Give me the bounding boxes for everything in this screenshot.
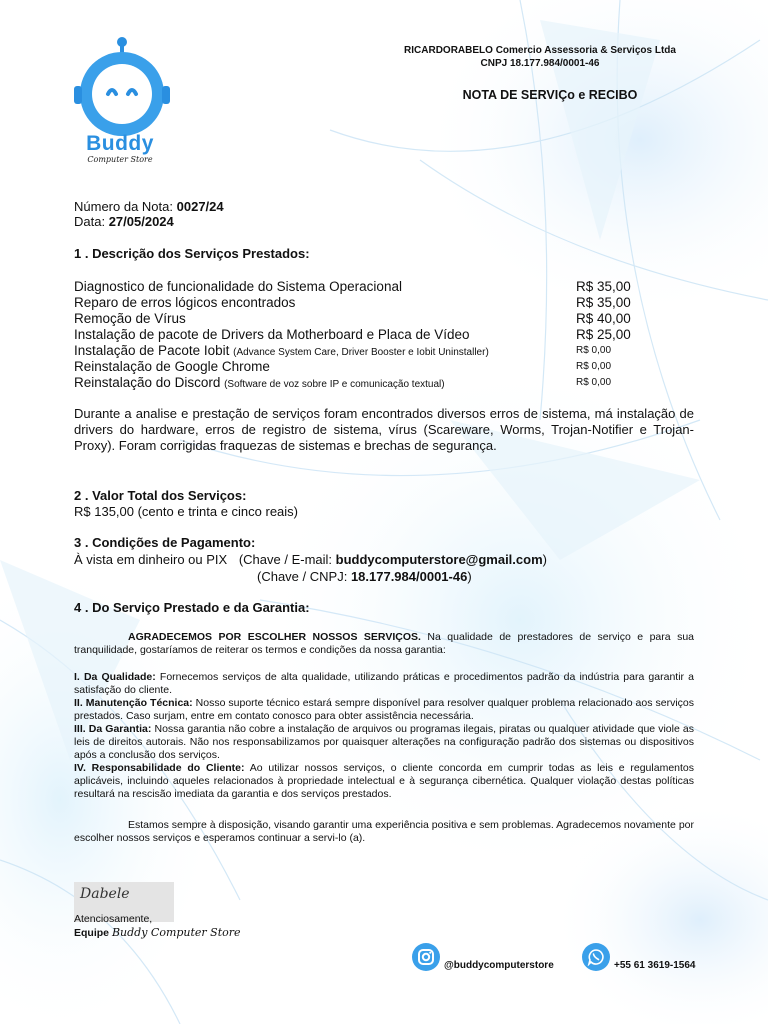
paren-close: ) bbox=[542, 552, 547, 567]
service-row bbox=[74, 359, 634, 375]
pix-email-value: buddycomputerstore@gmail.com bbox=[335, 552, 543, 567]
clause-client-responsibility bbox=[74, 762, 694, 801]
note-date bbox=[74, 214, 224, 229]
payment-line-cnpj bbox=[74, 568, 547, 585]
guarantee-intro-bold: AGRADECEMOS POR ESCOLHER NOSSOS SERVIÇOS. bbox=[128, 631, 421, 643]
pix-cnpj-label: (Chave / CNPJ: bbox=[257, 569, 348, 584]
services-summary-paragraph: Durante a analise e prestação de serviços foram encontrados diversos erros de sistema, má instalação de drivers do hardware, erros de registro de sistema, vírus (Scareware, Worms, Trojan-Notifier e Trojan-Proxy). Foram corrigidas fraquezas de sistemas e brechas de segurança. bbox=[74, 406, 694, 453]
service-row bbox=[74, 295, 634, 311]
payment-line-email bbox=[74, 551, 547, 568]
signature-script: Dabele bbox=[80, 886, 130, 902]
clause-label: II. Manutenção Técnica: bbox=[74, 697, 193, 709]
service-desc: Instalação de pacote de Drivers da Motherboard e Placa de Vídeo bbox=[74, 327, 470, 342]
service-note: (Software de voz sobre IP e comunicação textual) bbox=[224, 379, 445, 390]
company-cnpj: CNPJ 18.177.984/0001-46 bbox=[480, 58, 600, 69]
section3-heading: 3 . Condições de Pagamento: bbox=[74, 535, 256, 550]
service-desc: Reparo de erros lógicos encontrados bbox=[74, 295, 296, 310]
payment-method: À vista em dinheiro ou PIX bbox=[74, 552, 228, 567]
company-name: RICARDORABELO Comercio Assessoria & Serviços Ltda bbox=[404, 45, 676, 56]
service-price: R$ 0,00 bbox=[576, 377, 612, 388]
clause-text: Nosso suporte técnico estará sempre disponível para resolver qualquer problema relacionado aos serviços prestados. Caso surjam, entre em contato conosco para obter assistência necessária. bbox=[74, 697, 694, 722]
service-row bbox=[74, 311, 634, 327]
instagram-icon bbox=[412, 943, 440, 971]
note-date-value: 27/05/2024 bbox=[108, 214, 174, 229]
note-number-value: 0027/24 bbox=[176, 199, 224, 214]
service-desc: Instalação de Pacote Iobit bbox=[74, 343, 230, 358]
clause-text: Ao utilizar nossos serviços, o cliente concorda em cumprir todas as leis e regulamentos aplicáveis, incluindo aqueles relacionados à propriedade intelectual e à segurança cibernética. Qualquer violação destas políticas resultará na rescisão imediata da garantia e dos serviços prestados. bbox=[74, 762, 695, 800]
logo-wordmark: Buddy bbox=[86, 132, 154, 155]
whatsapp-icon bbox=[582, 943, 610, 971]
regards-text: Atenciosamente, bbox=[74, 913, 153, 925]
note-meta bbox=[74, 199, 224, 229]
service-desc-wrap bbox=[74, 343, 489, 359]
clause-label: III. Da Garantia: bbox=[74, 723, 152, 735]
instagram-contact[interactable] bbox=[412, 942, 554, 971]
document-title: NOTA DE SERVIÇo e RECIBO bbox=[462, 88, 638, 102]
signature-block bbox=[74, 912, 241, 940]
section1-heading: 1 . Descrição dos Serviços Prestados: bbox=[74, 246, 310, 261]
services-list bbox=[74, 279, 634, 391]
paren-close: ) bbox=[467, 569, 472, 584]
service-desc: Remoção de Vírus bbox=[74, 311, 186, 326]
note-number bbox=[74, 199, 224, 214]
robot-head-icon bbox=[70, 36, 170, 136]
team-prefix: Equipe bbox=[74, 927, 110, 939]
whatsapp-contact[interactable] bbox=[582, 942, 695, 971]
service-price: R$ 0,00 bbox=[576, 345, 612, 356]
logo-tagline: Computer Store bbox=[87, 155, 153, 164]
service-row bbox=[74, 375, 634, 391]
note-number-label: Número da Nota: bbox=[74, 199, 173, 214]
service-desc: Reinstalação de Google Chrome bbox=[74, 359, 270, 374]
buddy-logo bbox=[70, 36, 170, 171]
service-note: (Advance System Care, Driver Booster e Iobit Uninstaller) bbox=[233, 347, 489, 358]
payment-conditions bbox=[74, 551, 547, 585]
guarantee-clauses bbox=[74, 671, 694, 801]
whatsapp-number: +55 61 3619-1564 bbox=[614, 960, 696, 971]
section4-heading: 4 . Do Serviço Prestado e da Garantia: bbox=[74, 600, 310, 615]
service-price: R$ 35,00 bbox=[576, 279, 631, 294]
total-value: R$ 135,00 (cento e trinta e cinco reais) bbox=[74, 504, 299, 519]
clause-quality bbox=[74, 671, 694, 697]
guarantee-intro-text: Na qualidade de prestadores de serviço e para sua tranquilidade, gostaríamos de reiterar os termos e condições da nossa garantia: bbox=[74, 631, 695, 656]
clause-label: IV. Responsabilidade do Cliente: bbox=[74, 762, 245, 774]
team-name: Buddy Computer Store bbox=[111, 926, 241, 939]
closing-paragraph: Estamos sempre à disposição, visando garantir uma experiência positiva e sem problemas. Agradecemos novamente por escolher nossos serviços e esperamos continuar a servi-lo (a). bbox=[74, 819, 694, 844]
clause-guarantee bbox=[74, 723, 694, 762]
company-header bbox=[380, 44, 700, 70]
note-date-label: Data: bbox=[74, 214, 106, 229]
service-row bbox=[74, 279, 634, 295]
service-desc-wrap bbox=[74, 375, 445, 391]
instagram-handle: @buddycomputerstore bbox=[444, 960, 554, 971]
clause-label: I. Da Qualidade: bbox=[74, 671, 156, 683]
guarantee-intro bbox=[74, 631, 694, 657]
service-price: R$ 40,00 bbox=[576, 311, 631, 326]
pix-cnpj-value: 18.177.984/0001-46 bbox=[350, 569, 468, 584]
clause-maintenance bbox=[74, 697, 694, 723]
service-row bbox=[74, 327, 634, 343]
service-desc: Diagnostico de funcionalidade do Sistema Operacional bbox=[74, 279, 402, 294]
pix-email-label: (Chave / E-mail: bbox=[238, 552, 333, 567]
section2-heading: 2 . Valor Total dos Serviços: bbox=[74, 488, 247, 503]
service-price: R$ 35,00 bbox=[576, 295, 631, 310]
clause-text: Fornecemos serviços de alta qualidade, utilizando práticas e procedimentos padrão da indústria para garantir a satisfação do cliente. bbox=[74, 671, 694, 696]
service-price: R$ 0,00 bbox=[576, 361, 612, 372]
service-row bbox=[74, 343, 634, 359]
clause-text: Nossa garantia não cobre a instalação de arquivos ou programas ilegais, piratas ou qualquer atividade que viole as leis de direitos autorais. Não nos responsabilizamos por quaisquer alterações na configuração padrão dos sistemas ou dispositivos após a conclusão dos serviços. bbox=[74, 723, 694, 761]
team-line bbox=[74, 926, 241, 940]
service-desc: Reinstalação do Discord bbox=[74, 375, 221, 390]
service-price: R$ 25,00 bbox=[576, 327, 631, 342]
